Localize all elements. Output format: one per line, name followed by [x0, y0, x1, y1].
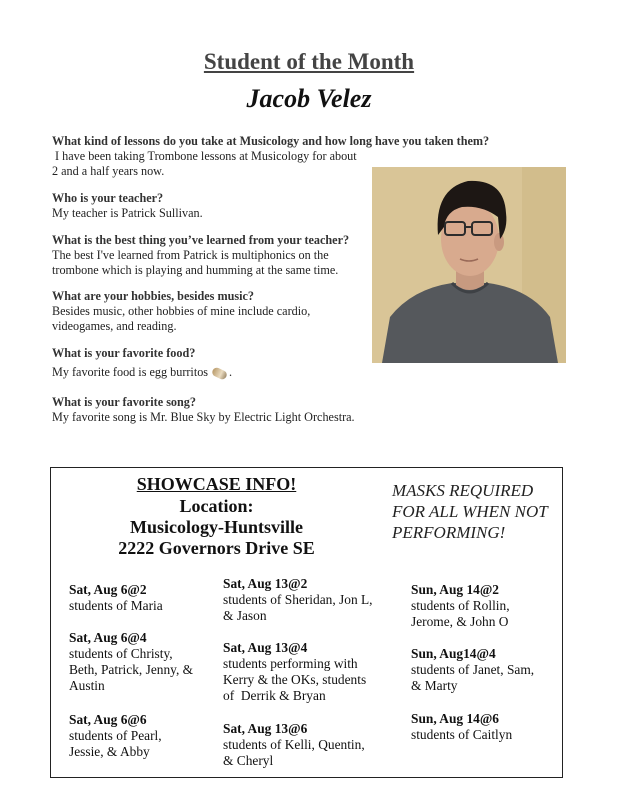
venue-name: Musicology-Huntsville [129, 517, 303, 537]
slot-line: students of Rollin, [411, 598, 510, 613]
slot-line: students of Christy, [69, 646, 173, 661]
slot-line: students of Sheridan, Jon L, [223, 592, 373, 607]
slot-date: Sat, Aug 13@6 [223, 721, 308, 736]
masks-line: FOR ALL WHEN NOT [392, 502, 548, 521]
qa-song [52, 395, 355, 425]
showcase-heading: SHOWCASE INFO! [136, 474, 297, 494]
answer-line: 2 and a half years now. [52, 164, 165, 178]
slot-line: Beth, Patrick, Jenny, & [69, 662, 194, 677]
slot-line: & Jason [223, 608, 267, 623]
slot-line: of Derrik & Bryan [223, 688, 326, 703]
masks-required-notice [392, 480, 562, 543]
student-portrait-image [372, 167, 566, 363]
answer-line: Besides music, other hobbies of mine include cardio, [52, 304, 311, 318]
showcase-slot [69, 630, 193, 694]
slot-date: Sat, Aug 6@2 [69, 582, 147, 597]
page-title: Student of the Month [203, 49, 415, 74]
showcase-slot [411, 646, 534, 694]
slot-date: Sun, Aug14@4 [411, 646, 496, 661]
slot-date: Sun, Aug 14@2 [411, 582, 499, 597]
showcase-slot [411, 582, 510, 630]
slot-line: students of Pearl, [69, 728, 162, 743]
slot-line: Kerry & the OKs, students [223, 672, 367, 687]
slot-line: Jerome, & John O [411, 614, 509, 629]
question-best-thing: What is the best thing you’ve learned from your teacher? [52, 233, 350, 247]
answer-line: trombone which is playing and humming at the same time. [52, 263, 339, 277]
student-name: Jacob Velez [246, 84, 372, 113]
location-label: Location: [179, 496, 254, 516]
showcase-slot [223, 721, 365, 769]
masks-line: MASKS REQUIRED [392, 481, 534, 500]
answer-line [52, 365, 232, 380]
question-song: What is your favorite song? [52, 395, 196, 409]
showcase-slot [223, 576, 373, 624]
qa-teacher [52, 191, 203, 221]
answer-line: My favorite song is Mr. Blue Sky by Electric Light Orchestra. [52, 410, 355, 424]
slot-date: Sun, Aug 14@6 [411, 711, 499, 726]
masks-line: PERFORMING! [392, 523, 506, 542]
showcase-slot [223, 640, 366, 704]
answer-line: My teacher is Patrick Sullivan. [52, 206, 203, 220]
slot-date: Sat, Aug 13@4 [223, 640, 308, 655]
qa-hobbies [52, 289, 310, 334]
slot-line: Jessie, & Abby [69, 744, 150, 759]
answer-line: I have been taking Trombone lessons at Musicology for about [52, 149, 357, 163]
question-food: What is your favorite food? [52, 346, 196, 360]
question-hobbies: What are your hobbies, besides music? [52, 289, 255, 303]
answer-text: My favorite food is egg burritos [52, 365, 209, 379]
showcase-slot [69, 582, 163, 614]
slot-date: Sat, Aug 6@6 [69, 712, 147, 727]
question-lessons: What kind of lessons do you take at Musicology and how long have you taken them? [52, 134, 490, 148]
answer-line: The best I've learned from Patrick is multiphonics on the [52, 248, 329, 262]
question-teacher: Who is your teacher? [52, 191, 164, 205]
answer-period: . [229, 365, 233, 379]
slot-line: Austin [69, 678, 105, 693]
slot-line: students of Kelli, Quentin, [223, 737, 365, 752]
slot-line: & Cheryl [223, 753, 274, 768]
slot-line: students performing with [223, 656, 358, 671]
answer-line: videogames, and reading. [52, 319, 177, 333]
qa-best-thing [52, 233, 349, 278]
slot-line: & Marty [411, 678, 458, 693]
burrito-icon [211, 366, 228, 380]
slot-date: Sat, Aug 6@4 [69, 630, 147, 645]
slot-line: students of Maria [69, 598, 163, 613]
slot-line: students of Janet, Sam, [411, 662, 535, 677]
showcase-slot [69, 712, 162, 760]
showcase-slot [411, 711, 512, 743]
venue-address: 2222 Governors Drive SE [118, 538, 315, 558]
qa-food [52, 346, 232, 380]
slot-line: students of Caitlyn [411, 727, 513, 742]
slot-date: Sat, Aug 13@2 [223, 576, 308, 591]
student-photo [372, 167, 566, 363]
